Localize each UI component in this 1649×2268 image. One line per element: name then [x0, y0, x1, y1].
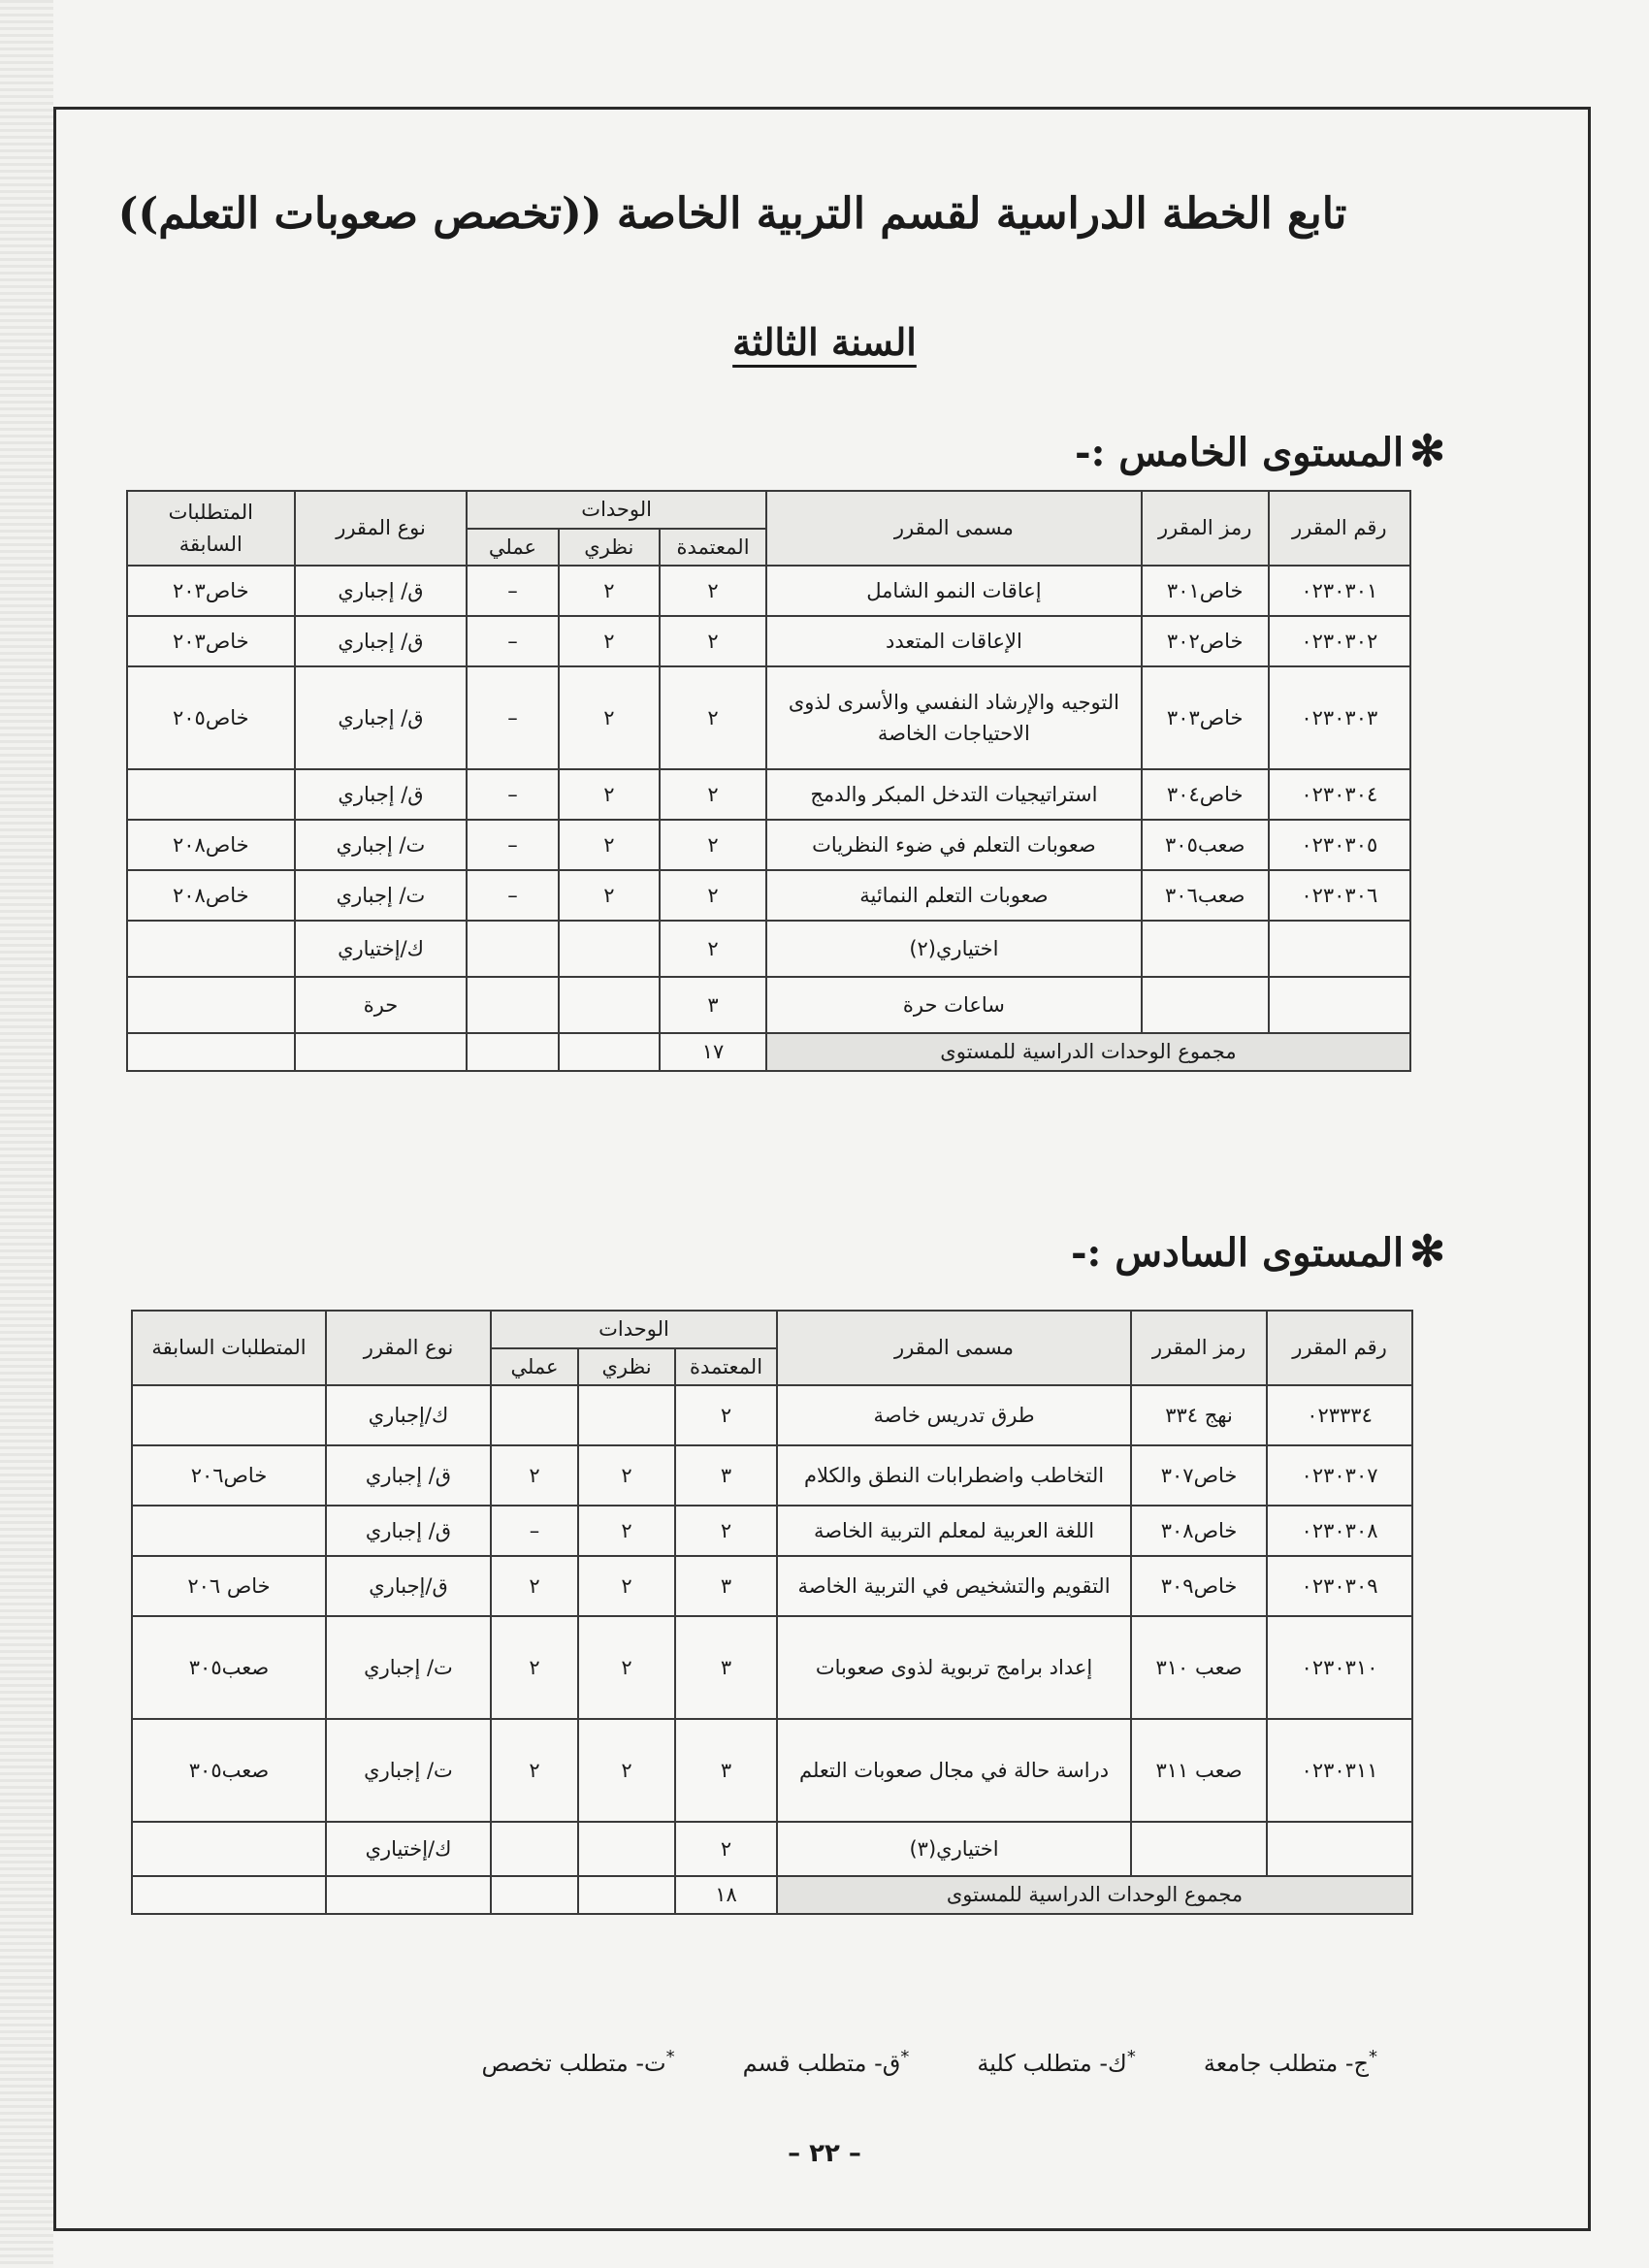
level5-table: [126, 490, 1411, 1072]
level5-heading: [1075, 427, 1445, 476]
table-row: [132, 1616, 1412, 1719]
course-number-cell: ٠٢٣٠٣٠١: [1269, 566, 1410, 616]
course-type-cell: ت/ إجباري: [295, 870, 468, 921]
course-type-cell: ق/ إجباري: [295, 769, 468, 820]
year-subtitle: السنة الثالثة: [732, 320, 917, 364]
practical-cell: [491, 1385, 578, 1445]
credit-cell: ٣: [675, 1616, 777, 1719]
course-number-cell: ٠٢٣٠٣٠٤: [1269, 769, 1410, 820]
table-row: [132, 1719, 1412, 1822]
level5-heading-text: المستوى الخامس :-: [1075, 430, 1405, 475]
col-practical: عملي: [467, 529, 558, 567]
prerequisite-cell: [132, 1385, 326, 1445]
credit-cell: ٢: [660, 820, 766, 870]
practical-cell: [467, 977, 558, 1033]
prerequisite-cell: خاص٢٠٣: [127, 566, 295, 616]
course-number-cell: ٠٢٣٠٣٠٢: [1269, 616, 1410, 666]
prerequisite-cell: صعب٣٠٥: [132, 1719, 326, 1822]
theory-cell: ٢: [559, 769, 661, 820]
course-code-cell: خاص٣٠٢: [1142, 616, 1269, 666]
course-number-cell: [1269, 921, 1410, 977]
table-row: [127, 921, 1410, 977]
course-type-cell: حرة: [295, 977, 468, 1033]
course-name-cell: استراتيجيات التدخل المبكر والدمج: [766, 769, 1142, 820]
table-row: [132, 1506, 1412, 1556]
col-units: الوحدات: [491, 1311, 777, 1348]
course-name-cell: التوجيه والإرشاد النفسي والأسرى لذوى الاحتياجات الخاصة: [766, 666, 1142, 769]
credit-cell: ٢: [660, 666, 766, 769]
legend: [481, 2047, 1377, 2077]
course-code-cell: خاص٣٠٧: [1131, 1445, 1267, 1506]
table-row: [127, 616, 1410, 666]
legend-college: *ك- متطلب كلية: [977, 2047, 1136, 2077]
level6-total-row: [132, 1876, 1412, 1914]
theory-cell: ٢: [578, 1616, 675, 1719]
empty-cell: [326, 1876, 491, 1914]
course-name-cell: اختياري(٢): [766, 921, 1142, 977]
course-code-cell: نهج ٣٣٤: [1131, 1385, 1267, 1445]
credit-cell: ٣: [675, 1719, 777, 1822]
empty-cell: [578, 1876, 675, 1914]
practical-cell: –: [467, 820, 558, 870]
table-row: [127, 977, 1410, 1033]
course-name-cell: دراسة حالة في مجال صعوبات التعلم: [777, 1719, 1131, 1822]
level6-table-body: [132, 1385, 1412, 1876]
credit-cell: ٢: [660, 566, 766, 616]
page-title: تابع الخطة الدراسية لقسم التربية الخاصة ((تخصص صعوبات التعلم)): [117, 189, 1347, 239]
course-type-cell: ك/إجباري: [326, 1385, 491, 1445]
course-type-cell: ت/ إجباري: [295, 820, 468, 870]
prerequisite-cell: [127, 921, 295, 977]
course-number-cell: ٠٢٣٠٣١٠: [1267, 1616, 1412, 1719]
practical-cell: [491, 1822, 578, 1876]
course-name-cell: اختياري(٣): [777, 1822, 1131, 1876]
empty-cell: [559, 1033, 661, 1071]
course-number-cell: ٠٢٣٠٣٠٦: [1269, 870, 1410, 921]
col-course-code: رمز المقرر: [1131, 1311, 1267, 1385]
course-code-cell: [1131, 1822, 1267, 1876]
course-type-cell: ق/ إجباري: [295, 566, 468, 616]
prerequisite-cell: خاص٢٠٣: [127, 616, 295, 666]
table-row: [127, 566, 1410, 616]
theory-cell: [578, 1822, 675, 1876]
col-units: الوحدات: [467, 491, 766, 529]
empty-cell: [295, 1033, 468, 1071]
credit-cell: ٢: [660, 769, 766, 820]
col-credit: المعتمدة: [675, 1348, 777, 1386]
course-type-cell: ت/ إجباري: [326, 1616, 491, 1719]
empty-cell: [132, 1876, 326, 1914]
level6-heading-text: المستوى السادس :-: [1070, 1230, 1405, 1276]
col-course-code: رمز المقرر: [1142, 491, 1269, 566]
theory-cell: [559, 921, 661, 977]
course-type-cell: ك/إختياري: [295, 921, 468, 977]
page-number: – ٢٢ –: [788, 2139, 861, 2168]
course-number-cell: ٠٢٣٠٣٠٣: [1269, 666, 1410, 769]
level5-table-head: [127, 491, 1410, 566]
table-row: [127, 666, 1410, 769]
course-name-cell: صعوبات التعلم النمائية: [766, 870, 1142, 921]
credit-cell: ٣: [660, 977, 766, 1033]
credit-cell: ٢: [660, 616, 766, 666]
practical-cell: ٢: [491, 1616, 578, 1719]
col-course-type: نوع المقرر: [295, 491, 468, 566]
credit-cell: ٢: [675, 1385, 777, 1445]
level6-total-value: ١٨: [675, 1876, 777, 1914]
course-code-cell: خاص٣٠٣: [1142, 666, 1269, 769]
col-course-type: نوع المقرر: [326, 1311, 491, 1385]
course-number-cell: [1269, 977, 1410, 1033]
theory-cell: ٢: [578, 1556, 675, 1616]
course-code-cell: خاص٣٠٩: [1131, 1556, 1267, 1616]
theory-cell: ٢: [559, 820, 661, 870]
course-number-cell: ٠٢٣٠٣٠٧: [1267, 1445, 1412, 1506]
col-course-name: مسمى المقرر: [766, 491, 1142, 566]
course-name-cell: طرق تدريس خاصة: [777, 1385, 1131, 1445]
course-code-cell: صعب٣٠٦: [1142, 870, 1269, 921]
table-row: [132, 1822, 1412, 1876]
table-row: [127, 769, 1410, 820]
legend-specialization: *ت- متطلب تخصص: [481, 2047, 675, 2077]
empty-cell: [467, 1033, 558, 1071]
prerequisite-cell: خاص٢٠٦: [132, 1445, 326, 1506]
credit-cell: ٢: [660, 870, 766, 921]
level6-heading: [1071, 1227, 1445, 1277]
course-name-cell: صعوبات التعلم في ضوء النظريات: [766, 820, 1142, 870]
table-row: [127, 870, 1410, 921]
theory-cell: ٢: [578, 1506, 675, 1556]
course-name-cell: اللغة العربية لمعلم التربية الخاصة: [777, 1506, 1131, 1556]
prerequisite-cell: [127, 977, 295, 1033]
col-theory: نظري: [559, 529, 661, 567]
theory-cell: ٢: [559, 870, 661, 921]
prerequisite-cell: خاص٢٠٥: [127, 666, 295, 769]
course-name-cell: إعاقات النمو الشامل: [766, 566, 1142, 616]
course-type-cell: ت/ إجباري: [326, 1719, 491, 1822]
course-code-cell: [1142, 921, 1269, 977]
asterisk-icon: ✻: [1409, 1227, 1445, 1277]
table-row: [132, 1445, 1412, 1506]
prerequisite-cell: [127, 769, 295, 820]
course-number-cell: ٠٢٣٣٣٤: [1267, 1385, 1412, 1445]
course-name-cell: التقويم والتشخيص في التربية الخاصة: [777, 1556, 1131, 1616]
course-type-cell: ق/ إجباري: [295, 616, 468, 666]
theory-cell: [578, 1385, 675, 1445]
asterisk-icon: ✻: [1409, 427, 1445, 476]
legend-department: *ق- متطلب قسم: [742, 2047, 910, 2077]
theory-cell: ٢: [559, 666, 661, 769]
practical-cell: [467, 921, 558, 977]
col-prerequisites: المتطلبات السابقة: [132, 1311, 326, 1385]
course-name-cell: إعداد برامج تربوية لذوى صعوبات: [777, 1616, 1131, 1719]
empty-cell: [491, 1876, 578, 1914]
level6-table: [131, 1310, 1413, 1915]
course-type-cell: ق/ إجباري: [295, 666, 468, 769]
course-code-cell: خاص٣٠١: [1142, 566, 1269, 616]
empty-cell: [127, 1033, 295, 1071]
course-type-cell: ق/ إجباري: [326, 1445, 491, 1506]
level5-table-body: [127, 566, 1410, 1033]
course-number-cell: ٠٢٣٠٣٠٩: [1267, 1556, 1412, 1616]
table-row: [132, 1556, 1412, 1616]
practical-cell: –: [467, 616, 558, 666]
theory-cell: [559, 977, 661, 1033]
practical-cell: ٢: [491, 1445, 578, 1506]
practical-cell: –: [467, 666, 558, 769]
level6-total-label: مجموع الوحدات الدراسية للمستوى: [777, 1876, 1412, 1914]
course-name-cell: ساعات حرة: [766, 977, 1142, 1033]
col-theory: نظري: [578, 1348, 675, 1386]
col-course-name: مسمى المقرر: [777, 1311, 1131, 1385]
course-number-cell: ٠٢٣٠٣٠٥: [1269, 820, 1410, 870]
course-code-cell: [1142, 977, 1269, 1033]
course-code-cell: خاص٣٠٤: [1142, 769, 1269, 820]
course-code-cell: صعب٣٠٥: [1142, 820, 1269, 870]
course-name-cell: الإعاقات المتعدد: [766, 616, 1142, 666]
col-practical: عملي: [491, 1348, 578, 1386]
col-course-number: رقم المقرر: [1269, 491, 1410, 566]
practical-cell: –: [467, 566, 558, 616]
course-code-cell: خاص٣٠٨: [1131, 1506, 1267, 1556]
prerequisite-cell: [132, 1822, 326, 1876]
theory-cell: ٢: [559, 616, 661, 666]
credit-cell: ٢: [675, 1822, 777, 1876]
col-prerequisites: المتطلبات السابقة: [127, 491, 295, 566]
practical-cell: ٢: [491, 1719, 578, 1822]
course-number-cell: [1267, 1822, 1412, 1876]
theory-cell: ٢: [559, 566, 661, 616]
theory-cell: ٢: [578, 1719, 675, 1822]
prerequisite-cell: خاص٢٠٨: [127, 820, 295, 870]
prerequisite-cell: [132, 1506, 326, 1556]
level5-total-row: [127, 1033, 1410, 1071]
credit-cell: ٣: [675, 1556, 777, 1616]
course-name-cell: التخاطب واضطرابات النطق والكلام: [777, 1445, 1131, 1506]
course-type-cell: ك/إختياري: [326, 1822, 491, 1876]
course-number-cell: ٠٢٣٠٣٠٨: [1267, 1506, 1412, 1556]
col-credit: المعتمدة: [660, 529, 766, 567]
col-course-number: رقم المقرر: [1267, 1311, 1412, 1385]
credit-cell: ٢: [675, 1506, 777, 1556]
theory-cell: ٢: [578, 1445, 675, 1506]
practical-cell: –: [467, 769, 558, 820]
table-row: [132, 1385, 1412, 1445]
course-code-cell: صعب ٣١٠: [1131, 1616, 1267, 1719]
course-type-cell: ق/ إجباري: [326, 1506, 491, 1556]
level6-table-head: [132, 1311, 1412, 1385]
practical-cell: –: [491, 1506, 578, 1556]
prerequisite-cell: صعب٣٠٥: [132, 1616, 326, 1719]
prerequisite-cell: خاص٢٠٨: [127, 870, 295, 921]
credit-cell: ٢: [660, 921, 766, 977]
course-number-cell: ٠٢٣٠٣١١: [1267, 1719, 1412, 1822]
course-code-cell: صعب ٣١١: [1131, 1719, 1267, 1822]
level5-total-label: مجموع الوحدات الدراسية للمستوى: [766, 1033, 1410, 1071]
credit-cell: ٣: [675, 1445, 777, 1506]
table-row: [127, 820, 1410, 870]
level5-total-value: ١٧: [660, 1033, 766, 1071]
legend-university: *ج- متطلب جامعة: [1203, 2047, 1377, 2077]
practical-cell: ٢: [491, 1556, 578, 1616]
course-type-cell: ق/إجباري: [326, 1556, 491, 1616]
prerequisite-cell: خاص ٢٠٦: [132, 1556, 326, 1616]
practical-cell: –: [467, 870, 558, 921]
